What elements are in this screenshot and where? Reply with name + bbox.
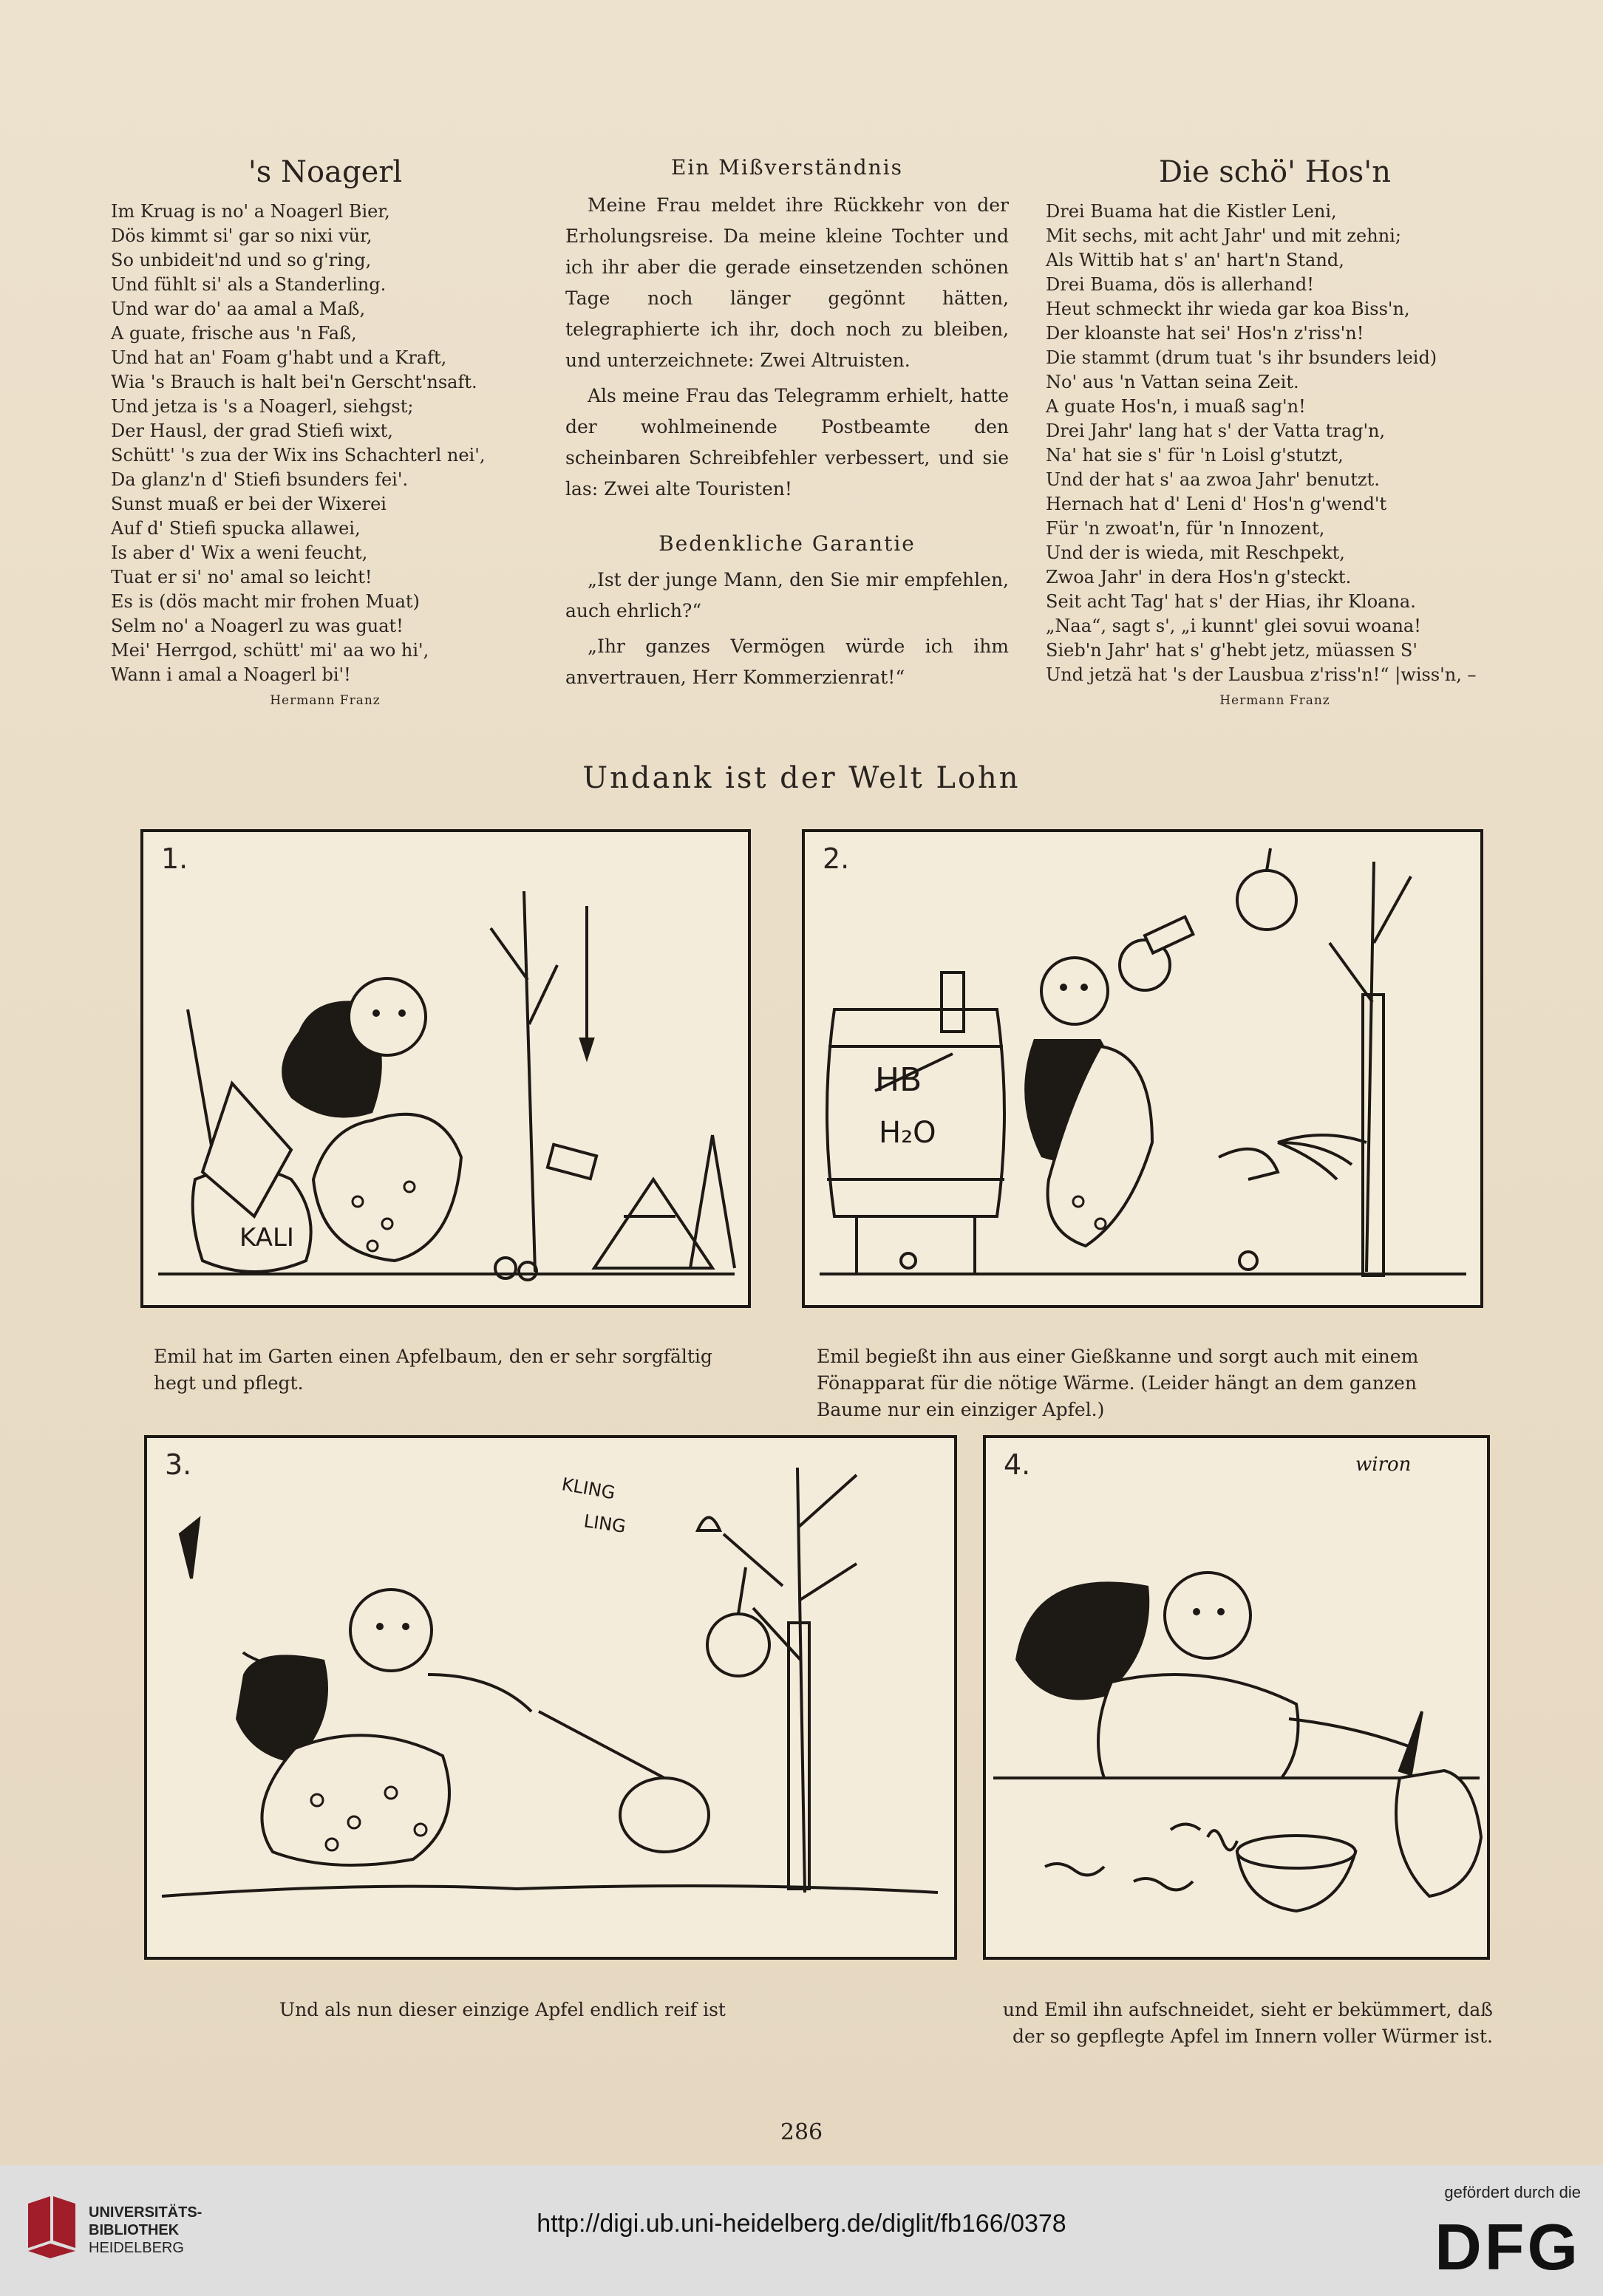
poem-line: „Naa“, sagt s', „i kunnt' glei sovui woana! <box>1046 616 1421 636</box>
poem-line: Da glanz'n d' Stiefi bsunders fei'. <box>111 469 409 490</box>
comic-panel-1 <box>140 829 751 1308</box>
anecdote-paragraph: Meine Frau meldet ihre Rückkehr von der Erholungsreise. Da meine kleine Tochter und ich ihr aber die gerade einsetzenden schönen Tage noch länger gegönnt hätten, telegraphierte ich ihr, doch noch zu bleiben, und unterzeichnete: Zwei Altruisten. <box>565 194 1009 371</box>
poem-line: Schütt' 's zua der Wix ins Schachterl nei', <box>111 445 486 466</box>
anecdote-title: Ein Mißverständnis <box>670 155 904 180</box>
poem-author: Hermann Franz <box>1219 693 1330 708</box>
sound-ling: LING <box>582 1510 627 1537</box>
poem-line: Tuat er si' no' amal so leicht! <box>111 567 372 587</box>
panel-4-drawing <box>986 1438 1487 1957</box>
panel-1-caption: Emil hat im Garten einen Apfelbaum, den er sehr sorgfältig hegt und pflegt. <box>154 1346 712 1394</box>
poem-line: A guate Hos'n, i muaß sag'n! <box>1046 396 1306 417</box>
poem-line: Für 'n zwoat'n, für 'n Innozent, <box>1046 518 1325 539</box>
artist-signature: wiron <box>1355 1454 1412 1476</box>
poem-line: Mit sechs, mit acht Jahr' und mit zehni; <box>1046 225 1401 246</box>
poem-hosn-body <box>1046 200 1504 687</box>
poem-noagerl-title: 's Noagerl <box>248 155 403 189</box>
poem-line: Zwoa Jahr' in dera Hos'n g'steckt. <box>1046 567 1352 587</box>
panel-2-caption: Emil begießt ihn aus einer Gießkanne und sorgt auch mit einem Fönapparat für die nötige Wärme. (Leider hängt an dem ganzen Baume nur ein einziger Apfel.) <box>817 1346 1419 1420</box>
poem-line: A guate, frische aus 'n Faß, <box>111 323 357 344</box>
poem-line: Dös kimmt si' gar so nixi vür, <box>111 225 372 246</box>
footer-bar <box>0 2165 1603 2296</box>
poem-line: Im Kruag is no' a Noagerl Bier, <box>111 201 390 222</box>
anecdotes <box>565 155 1009 698</box>
poem-line: Is aber d' Wix a weni feucht, <box>111 542 368 563</box>
panel-number: 3. <box>165 1448 192 1481</box>
poem-line: Und hat an' Foam g'habt und a Kraft, <box>111 347 447 368</box>
poem-line: Na' hat sie s' für 'n Loisl g'stutzt, <box>1046 445 1344 466</box>
poem-line: Sunst muaß er bei der Wixerei <box>111 494 387 514</box>
poem-hosn-title: Die schö' Hos'n <box>1159 155 1391 189</box>
panel-2-drawing <box>805 832 1480 1305</box>
page-number: 286 <box>780 2119 823 2145</box>
panel-3-caption: Und als nun dieser einzige Apfel endlich reif ist <box>279 1999 726 2020</box>
poem-noagerl-body <box>111 200 540 687</box>
poem-line: Mei' Herrgod, schütt' mi' aa wo hi', <box>111 640 429 661</box>
poem-line: Der Hausl, der grad Stiefi wixt, <box>111 420 393 441</box>
comic-title: Undank ist der Welt Lohn <box>582 761 1021 795</box>
anecdote-paragraph: Als meine Frau das Telegramm erhielt, hatte der wohlmeinende Postbeamte den scheinbaren Schreibfehler verbessert, und sie las: Zwei alte Touristen! <box>565 385 1009 500</box>
poem-line: Sieb'n Jahr' hat s' g'hebt jetz, müassen S' <box>1046 640 1417 661</box>
poem-noagerl <box>111 155 540 708</box>
source-url-link[interactable]: http://digi.ub.uni-heidelberg.de/diglit/fb166/0378 <box>537 2210 1066 2238</box>
poem-line: So unbideit'nd und so g'ring, <box>111 250 372 270</box>
sack-label: KALI <box>239 1223 294 1253</box>
poem-line: Es is (dös macht mir frohen Muat) <box>111 591 420 612</box>
panel-3-drawing <box>147 1438 954 1957</box>
comic-panel-3 <box>144 1435 957 1960</box>
panel-number: 4. <box>1004 1448 1031 1481</box>
sound-kling: KLING <box>559 1474 617 1504</box>
barrel-label-crossed: HB <box>875 1061 922 1099</box>
comic-panel-2 <box>802 829 1483 1308</box>
anecdote-subtitle: Bedenkliche Garantie <box>658 531 916 556</box>
poem-line: Die stammt (drum tuat 's ihr bsunders leid) <box>1046 347 1437 368</box>
poem-line: Wia 's Brauch is halt bei'n Gerscht'nsaft. <box>111 372 477 392</box>
poem-line: Drei Jahr' lang hat s' der Vatta trag'n, <box>1046 420 1386 441</box>
poem-line: Hernach hat d' Leni d' Hos'n g'wend't <box>1046 494 1387 514</box>
panel-1-drawing <box>143 832 748 1305</box>
poem-line: Und war do' aa amal a Maß, <box>111 299 366 319</box>
poem-line: No' aus 'n Vattan seina Zeit. <box>1046 372 1299 392</box>
panel-4-caption: und Emil ihn aufschneidet, sieht er bekümmert, daß der so gepflegte Apfel im Innern voller Würmer ist. <box>1002 1999 1493 2047</box>
poem-hosn <box>1046 155 1504 708</box>
poem-line: Wann i amal a Noagerl bi'! <box>111 664 351 685</box>
library-line: BIBLIOTHEK <box>89 2222 180 2238</box>
library-line: UNIVERSITÄTS- <box>89 2204 202 2221</box>
poem-line: Heut schmeckt ihr wieda gar koa Biss'n, <box>1046 299 1410 319</box>
poem-line: Selm no' a Noagerl zu was guat! <box>111 616 404 636</box>
poem-line: Und jetzä hat 's der Lausbua z'riss'n!“ |wiss'n, – <box>1046 664 1477 685</box>
funding-note: gefördert durch die <box>1444 2183 1581 2201</box>
poem-line: Drei Buama hat die Kistler Leni, <box>1046 201 1337 222</box>
poem-line: Seit acht Tag' hat s' der Hias, ihr Kloana. <box>1046 591 1416 612</box>
barrel-label: H₂O <box>879 1116 936 1150</box>
panel-number: 2. <box>823 842 850 875</box>
poem-author: Hermann Franz <box>270 693 381 708</box>
poem-line: Und der is wieda, mit Reschpekt, <box>1046 542 1345 563</box>
panel-number: 1. <box>161 842 188 875</box>
dfg-logo: DFG <box>1434 2210 1581 2283</box>
poem-line: Und der hat s' aa zwoa Jahr' benutzt. <box>1046 469 1380 490</box>
poem-line: Drei Buama, dös is allerhand! <box>1046 274 1314 295</box>
poem-line: Und jetza is 's a Noagerl, siehgst; <box>111 396 414 417</box>
library-line: HEIDELBERG <box>89 2240 184 2256</box>
poem-line: Und fühlt si' als a Standerling. <box>111 274 387 295</box>
anecdote-paragraph: „Ihr ganzes Vermögen würde ich ihm anvertrauen, Herr Kommerzienrat!“ <box>565 636 1009 688</box>
poem-line: Auf d' Stiefi spucka allawei, <box>111 518 361 539</box>
anecdote-paragraph: „Ist der junge Mann, den Sie mir empfehlen, auch ehrlich?“ <box>565 569 1009 621</box>
comic-panel-4 <box>983 1435 1490 1960</box>
poem-line: Als Wittib hat s' an' hart'n Stand, <box>1046 250 1344 270</box>
poem-line: Der kloanste hat sei' Hos'n z'riss'n! <box>1046 323 1364 344</box>
